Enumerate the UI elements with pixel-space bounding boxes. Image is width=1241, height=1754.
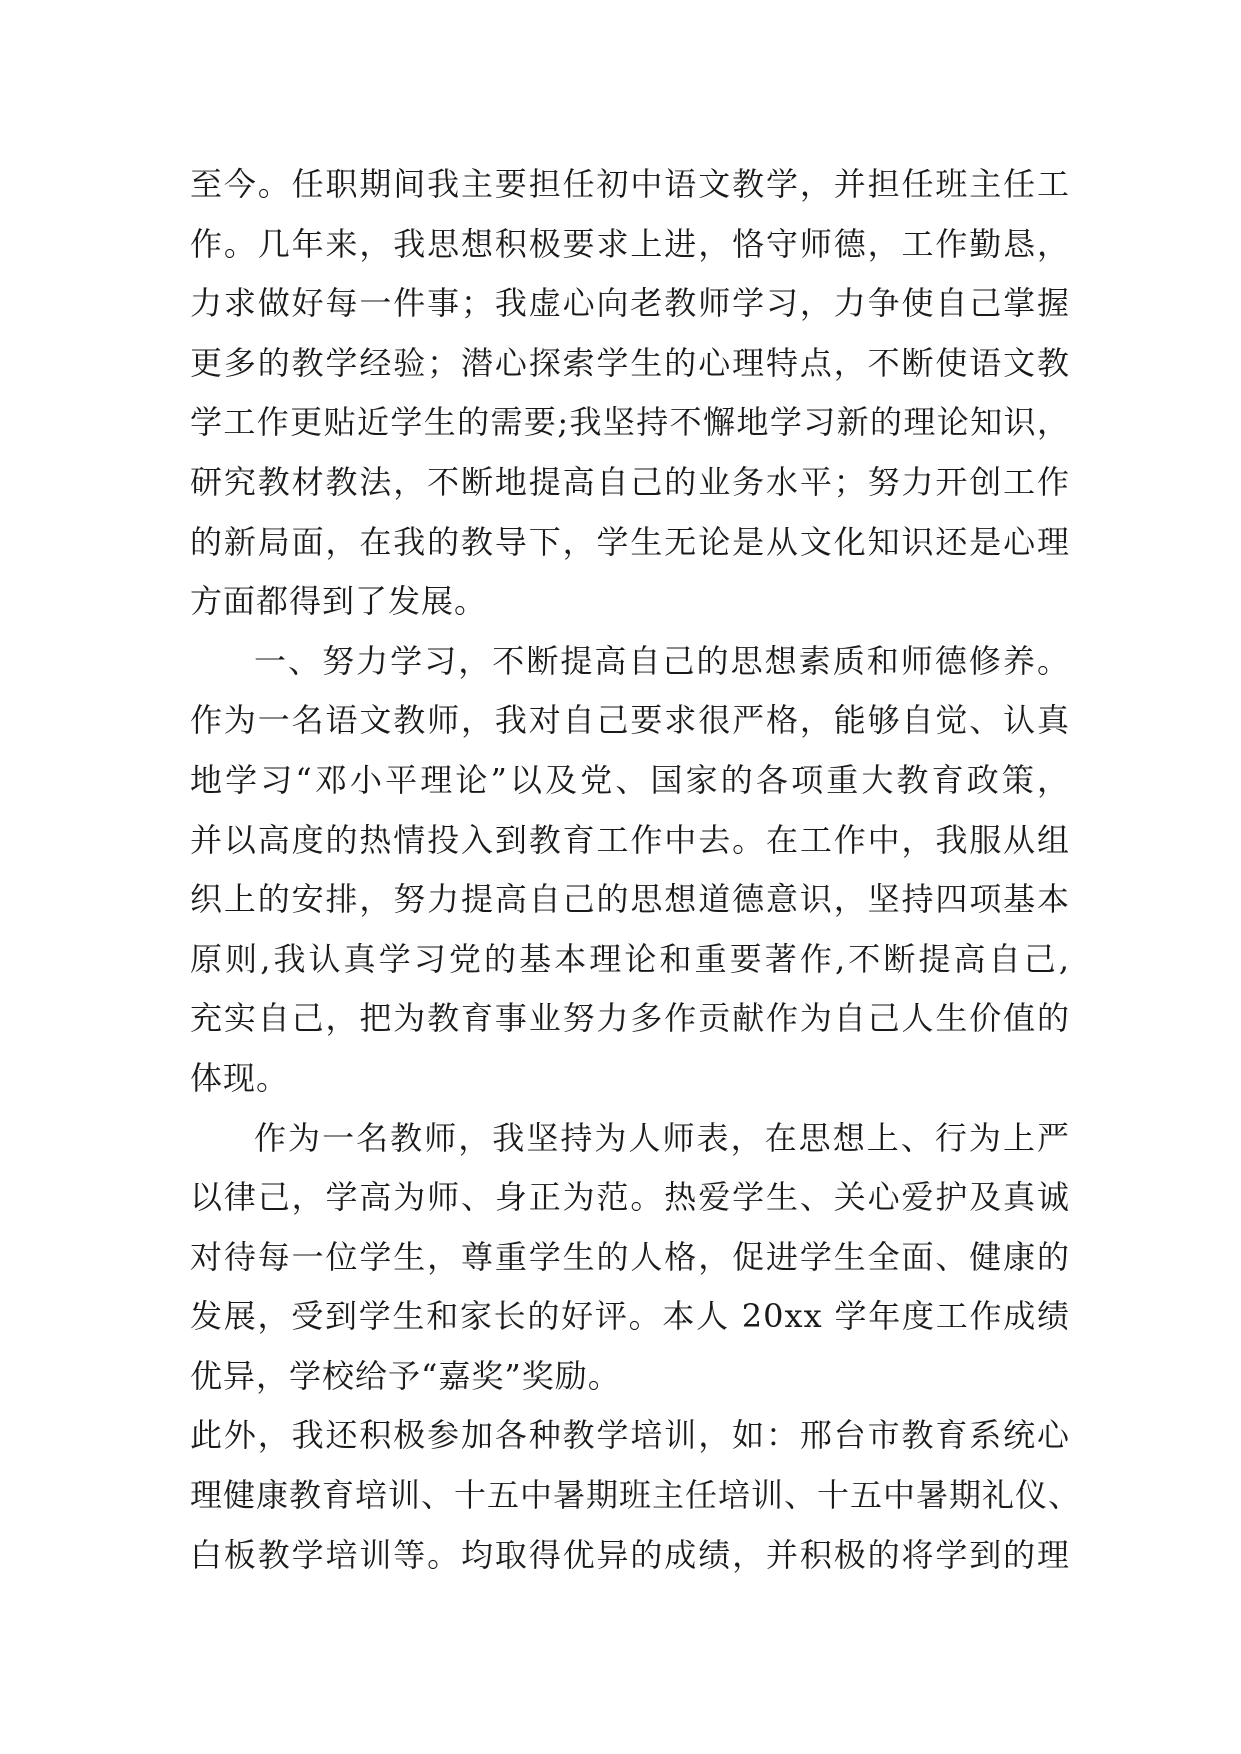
text-line: 白板教学培训等。均取得优异的成绩，并积极的将学到的理 [190,1535,1070,1574]
text-line: 发展，受到学生和家长的好评。本人 20xx 学年度工作成绩 [190,1297,1070,1336]
text-line: 作为一名教师，我坚持为人师表，在思想上、行为上严 [254,1118,1070,1157]
text-line: 的新局面，在我的教导下，学生无论是从文化知识还是心理 [190,522,1070,561]
text-line: 并以高度的热情投入到教育工作中去。在工作中，我服从组 [190,820,1070,859]
text-line: 理健康教育培训、十五中暑期班主任培训、十五中暑期礼仪、 [190,1476,1082,1515]
text-line: 更多的教学经验；潜心探索学生的心理特点，不断使语文教 [190,343,1070,382]
section-heading: 一、努力学习，不断提高自己的思想素质和师德修养。 [254,641,1070,680]
text-line: 学工作更贴近学生的需要;我坚持不懈地学习新的理论知识， [190,403,1070,442]
text-line: 原则,我认真学习党的基本理论和重要著作,不断提高自己, [190,939,1070,978]
text-line: 对待每一位学生，尊重学生的人格，促进学生全面、健康的 [190,1237,1070,1276]
text-line: 力求做好每一件事；我虚心向老教师学习，力争使自己掌握 [190,284,1070,323]
text-line: 作为一名语文教师，我对自己要求很严格，能够自觉、认真 [190,701,1070,740]
text-line: 至今。任职期间我主要担任初中语文教学，并担任班主任工 [190,165,1070,203]
text-line: 织上的安排，努力提高自己的思想道德意识，坚持四项基本 [190,880,1070,919]
text-line: 此外，我还积极参加各种教学培训，如：邢台市教育系统心 [190,1416,1070,1455]
text-line: 以律己，学高为师、身正为范。热爱学生、关心爱护及真诚 [190,1178,1070,1217]
body-text [190,155,1082,1585]
text-line: 充实自己，把为教育事业努力多作贡献作为自己人生价值的 [190,999,1070,1038]
text-line: 优异，学校给予“嘉奖”奖励。 [190,1356,621,1395]
text-line: 研究教材教法，不断地提高自己的业务水平；努力开创工作 [190,462,1070,501]
text-line: 作。几年来，我思想积极要求上进，恪守师德，工作勤恳， [190,224,1070,263]
text-line: 方面都得到了发展。 [190,582,488,621]
text-line: 地学习“邓小平理论”以及党、国家的各项重大教育政策， [190,760,1070,799]
text-line: 体现。 [190,1058,290,1097]
